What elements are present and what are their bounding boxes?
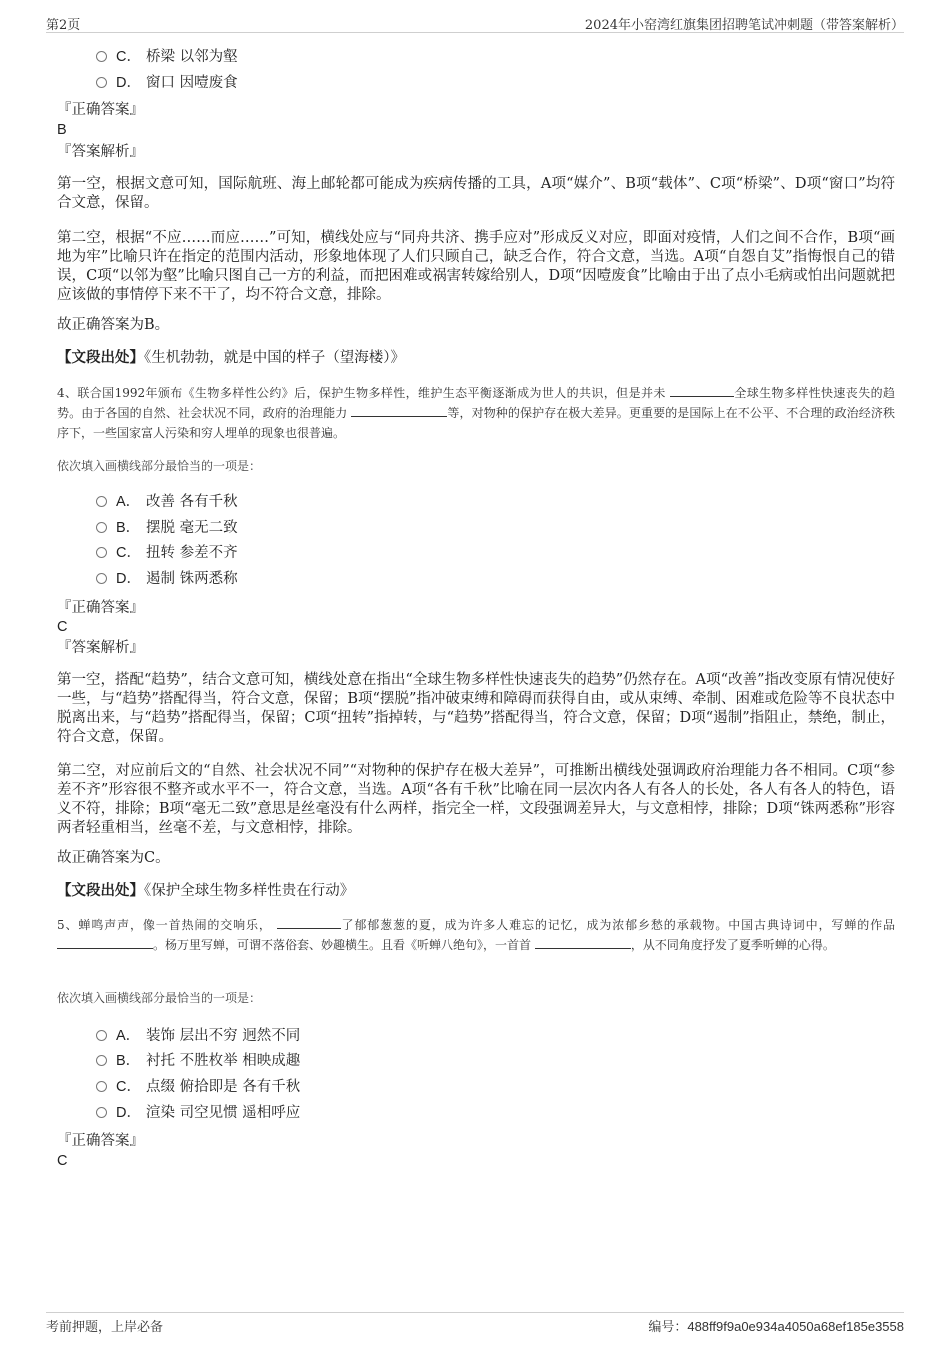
- analysis-paragraph: 第二空，根据“不应……而应……”可知，横线处应与“同舟共济、携手应对”形成反义对应，即面对疫情，人们之间不合作，B项“画地为牢”比喻只许在指定的范围内活动，形象地体现了人们只顾自己，缺乏合作，符合文意，当选。A项“自怨自艾”指悔恨自己的错误，C项“以邻为壑”比喻只图自己一方的利益，而把困难或祸害转嫁给别人，D项“因噎废食”比喻由于出了点小毛病或怕出问题就把应该做的事情停下来不干了，均不符合文意，排除。: [57, 230, 895, 303]
- correct-answer-value: B: [57, 122, 67, 138]
- option-q5-a[interactable]: A． 装饰 层出不穷 迥然不同: [96, 1026, 300, 1046]
- option-q3-c[interactable]: C． 桥梁 以邻为壑: [96, 47, 238, 67]
- question-4-text: 4、联合国1992年颁布《生物多样性公约》后，保护生物多样性，维护生态平衡逐渐成为世人的共识，但是并未 全球生物多样性快速丧失的趋势。由于各国的自然、社会状况不同，政府的治理能力 等，对物种的保护存在极大差异。更重要的是国际上在不公平、不合理的政治经济秩序下，一些国家富人污染和穷人埋单的现象也很普遍。: [57, 386, 895, 440]
- page-header: [46, 10, 904, 33]
- page-footer: [46, 1312, 904, 1337]
- blank-line: [670, 384, 734, 397]
- option-q4-b[interactable]: B． 摆脱 毫无二致: [96, 518, 238, 538]
- analysis-paragraph: 第一空，根据文意可知，国际航班、海上邮轮都可能成为疾病传播的工具，A项“媒介”、B项“载体”、C项“桥梁”、D项“窗口”均符合文意，保留。: [57, 176, 895, 211]
- option-q4-d[interactable]: D． 遏制 铢两悉称: [96, 569, 238, 589]
- radio-icon[interactable]: [96, 573, 107, 584]
- radio-icon[interactable]: [96, 547, 107, 558]
- document-code: 编号：488ff9f9a0e934a4050a68ef185e3558: [648, 1319, 904, 1335]
- page-number: 第2页: [46, 18, 81, 33]
- question-5-text: 5、蝉鸣声声，像一首热闹的交响乐， 了郁郁葱葱的夏，成为许多人难忘的记忆，成为浓郁乡愁的承载物。中国古典诗词中，写蝉的作品 。杨万里写蝉，可谓不落俗套、妙趣横生。且看《听蝉八绝句》，一首首 ，从不同角度抒发了夏季听蝉的心得。: [57, 918, 895, 952]
- correct-answer-label: 『正确答案』: [57, 102, 144, 118]
- blank-line: [535, 936, 631, 949]
- blank-line: [351, 404, 447, 417]
- analysis-paragraph: 第一空，搭配“趋势”，结合文意可知，横线处意在指出“全球生物多样性快速丧失的趋势”仍然存在。A项“改善”指改变原有情况使好一些，与“趋势”搭配得当，符合文意，保留；B项“摆脱”指冲破束缚和障碍而获得自由，或从束缚、牵制、困难或危险等不良状态中脱离出来，与“趋势”搭配得当，保留；C项“扭转”指掉转，与“趋势”搭配得当，符合文意，保留；D项“遏制”指阻止，禁绝，制止，符合文意，保留。: [57, 672, 895, 745]
- option-q4-a[interactable]: A． 改善 各有千秋: [96, 492, 238, 512]
- source-line: 【文段出处】《保护全球生物多样性贵在行动》: [57, 882, 355, 899]
- correct-answer-label: 『正确答案』: [57, 1133, 144, 1149]
- document-title: 2024年小窑湾红旗集团招聘笔试冲刺题（带答案解析）: [584, 18, 904, 33]
- radio-icon[interactable]: [96, 522, 107, 533]
- source-line: 【文段出处】《生机勃勃，就是中国的样子（望海楼）》: [57, 349, 405, 366]
- instruction-text: 依次填入画横线部分最恰当的一项是：: [57, 459, 262, 473]
- option-q4-c[interactable]: C． 扭转 参差不齐: [96, 543, 238, 563]
- radio-icon[interactable]: [96, 1055, 107, 1066]
- correct-answer-value: C: [57, 619, 68, 635]
- radio-icon[interactable]: [96, 77, 107, 88]
- analysis-paragraph: 第二空，对应前后文的“自然、社会状况不同”“对物种的保护存在极大差异”，可推断出横线处强调政府治理能力各不相同。C项“参差不齐”形容很不整齐或水平不一，符合文意，当选。A项“各有千秋”比喻在同一层次内各人有各人的长处，各人有各人的特色，语义不符，排除；B项“毫无二致”意思是丝毫没有什么两样，指完全一样，文段强调差异大，与文意相悖，排除；D项“铢两悉称”形容两者轻重相当，丝毫不差，与文意相悖，排除。: [57, 763, 895, 836]
- analysis-conclusion: 故正确答案为B。: [57, 317, 170, 333]
- analysis-conclusion: 故正确答案为C。: [57, 850, 170, 866]
- option-q5-b[interactable]: B． 衬托 不胜枚举 相映成趣: [96, 1051, 300, 1071]
- radio-icon[interactable]: [96, 1030, 107, 1041]
- radio-icon[interactable]: [96, 1107, 107, 1118]
- instruction-text: 依次填入画横线部分最恰当的一项是：: [57, 991, 262, 1005]
- radio-icon[interactable]: [96, 51, 107, 62]
- footer-slogan: 考前押题，上岸必备: [46, 1320, 164, 1335]
- blank-line: [57, 936, 153, 949]
- option-q5-c[interactable]: C． 点缀 俯拾即是 各有千秋: [96, 1077, 300, 1097]
- analysis-label: 『答案解析』: [57, 640, 144, 656]
- radio-icon[interactable]: [96, 496, 107, 507]
- option-q5-d[interactable]: D． 渲染 司空见惯 遥相呼应: [96, 1103, 300, 1123]
- analysis-label: 『答案解析』: [57, 144, 144, 160]
- correct-answer-value: C: [57, 1153, 68, 1169]
- option-q3-d[interactable]: D． 窗口 因噎废食: [96, 73, 238, 93]
- radio-icon[interactable]: [96, 1081, 107, 1092]
- correct-answer-label: 『正确答案』: [57, 600, 144, 616]
- blank-line: [277, 916, 341, 929]
